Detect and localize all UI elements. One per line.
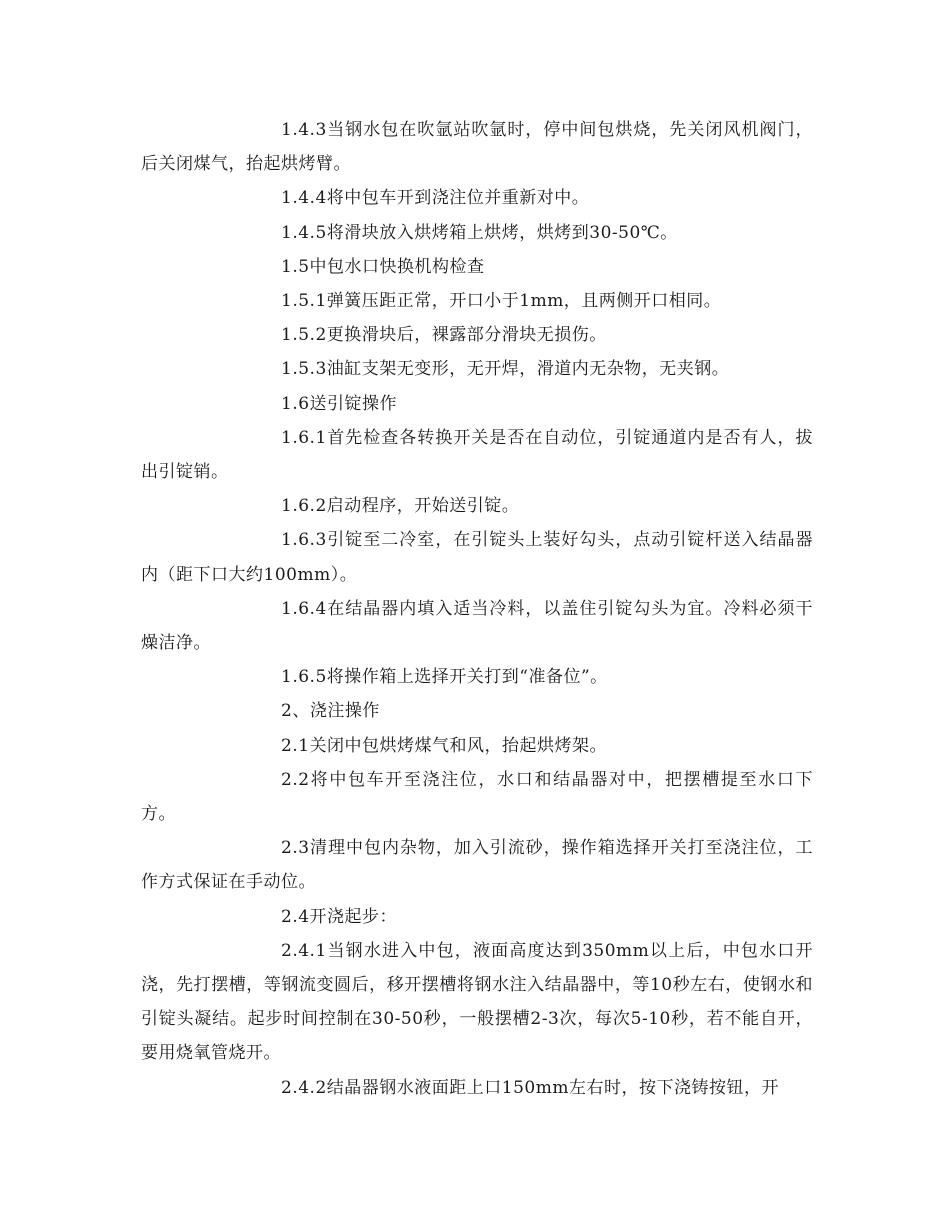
heading-1-5: 1.5中包水口快换机构检查 — [281, 256, 485, 277]
paragraph-1-5-3: 1.5.3油缸支架无变形，无开焊，滑道内无杂物，无夹钢。 — [281, 359, 730, 380]
paragraph-2-4-2: 2.4.2结晶器钢水液面距上口150mm左右时，按下浇铸按钮，开 — [281, 1077, 779, 1098]
paragraph-1-6-4: 1.6.4在结晶器内填入适当冷料，以盖住引锭勾头为宜。冷料必须干燥洁净。 — [141, 598, 813, 654]
paragraph-1-5-2: 1.5.2更换滑块后，裸露部分滑块无损伤。 — [281, 325, 607, 346]
document-body — [141, 113, 813, 1105]
heading-1-6: 1.6送引锭操作 — [281, 393, 398, 414]
paragraph-2-4-1: 2.4.1当钢水进入中包，液面高度达到350mm以上后，中包水口开浇，先打摆槽，等钢流变圆后，移开摆槽将钢水注入结晶器中，等10秒左右，使钢水和引锭头凝结。起步时间控制在30-50秒，一般摆槽2-3次，每次5-10秒，若不能自开，要用烧氧管烧开。 — [141, 940, 813, 1064]
paragraph-1-4-5: 1.4.5将滑块放入烘烤箱上烘烤，烘烤到30-50℃。 — [281, 222, 678, 243]
paragraph-2-3: 2.3清理中包内杂物，加入引流砂，操作箱选择开关打至浇注位，工作方式保证在手动位。 — [141, 838, 813, 893]
paragraph-1-4-3: 1.4.3当钢水包在吹氩站吹氩时，停中间包烘烧，先关闭风机阀门，后关闭煤气，抬起烘烤臂。 — [141, 120, 813, 175]
paragraph-2-2: 2.2将中包车开至浇注位，水口和结晶器对中，把摆槽提至水口下方。 — [141, 769, 813, 825]
paragraph-1-6-5: 1.6.5将操作箱上选择开关打到“准备位”。 — [281, 667, 608, 688]
paragraph-1-4-4: 1.4.4将中包车开到浇注位并重新对中。 — [281, 188, 590, 209]
paragraph-2-1: 2.1关闭中包烘烤煤气和风，抬起烘烤架。 — [281, 735, 608, 756]
paragraph-1-6-3: 1.6.3引锭至二冷室，在引锭头上装好勾头，点动引锭杆送入结晶器内（距下口大约100mm）。 — [141, 530, 813, 585]
heading-2-4: 2.4开浇起步： — [281, 906, 398, 927]
paragraph-1-6-2: 1.6.2启动程序，开始送引锭。 — [281, 496, 520, 517]
paragraph-1-5-1: 1.5.1弹簧压距正常，开口小于1mm，且两侧开口相同。 — [281, 291, 722, 312]
heading-2: 2、浇注操作 — [281, 701, 380, 722]
paragraph-1-6-1: 1.6.1首先检查各转换开关是否在自动位，引锭通道内是否有人，拔出引锭销。 — [141, 427, 813, 483]
